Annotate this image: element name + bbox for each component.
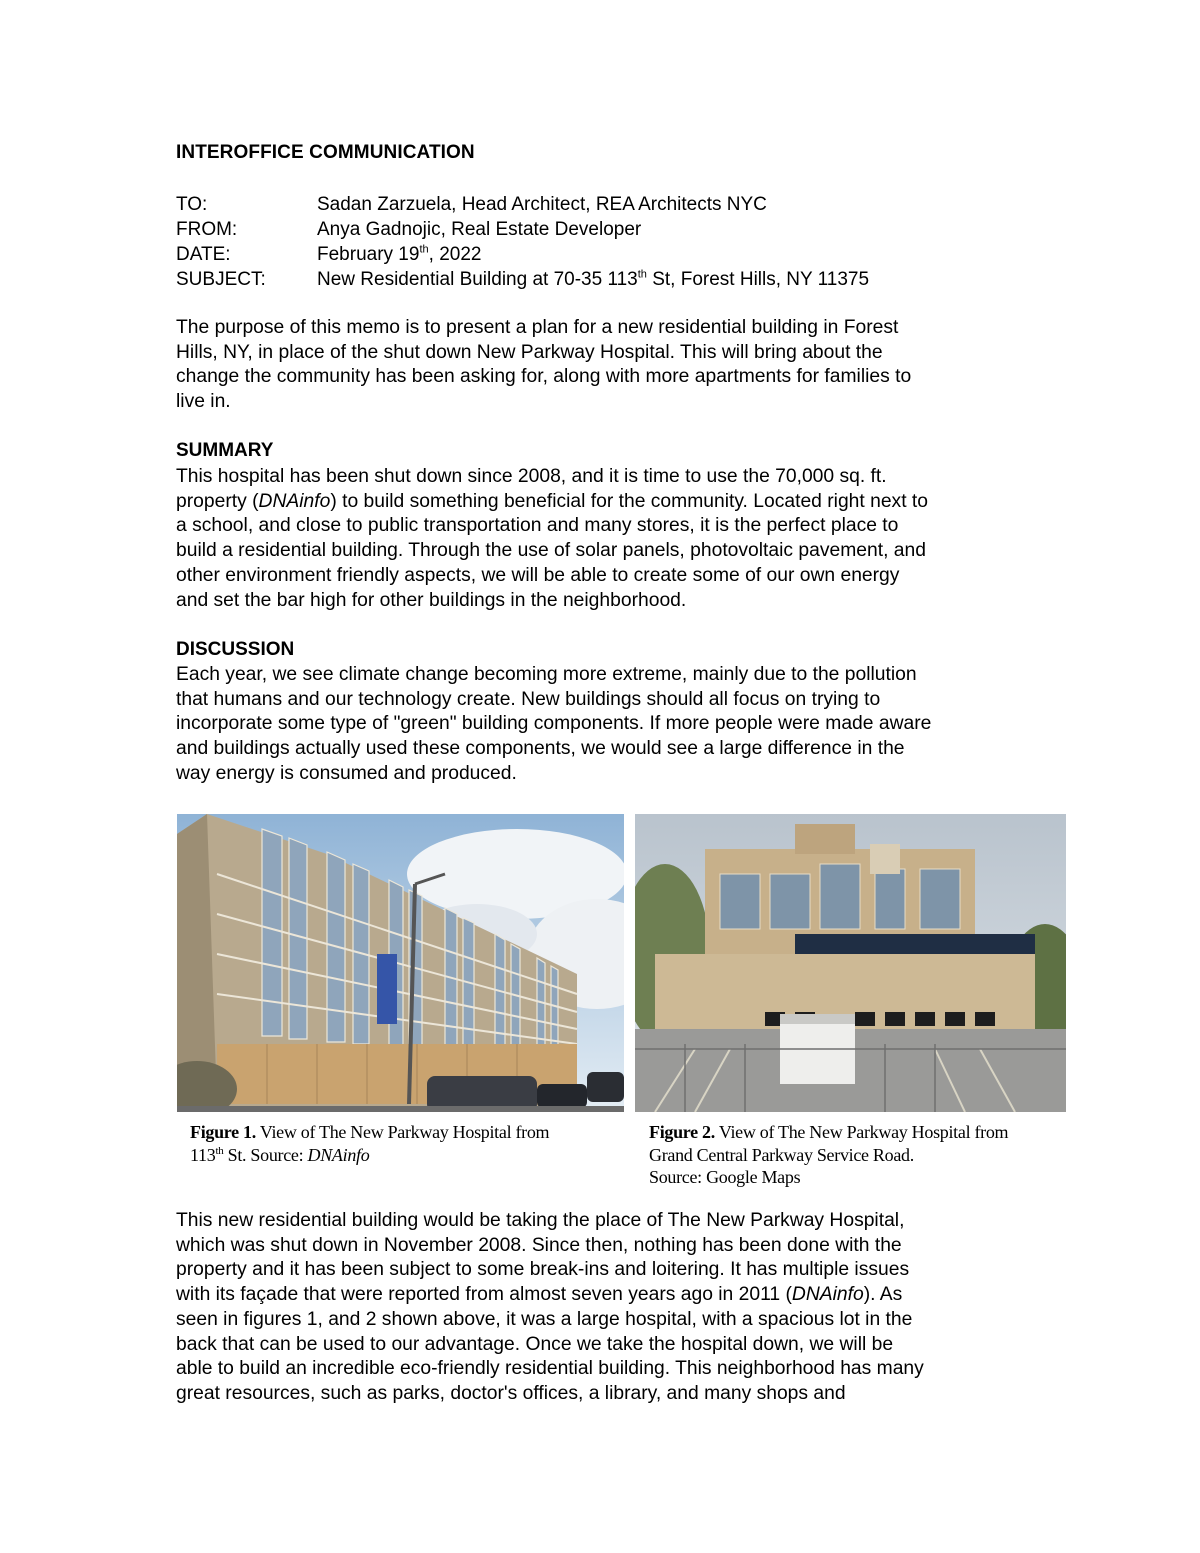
discussion-title: DISCUSSION bbox=[176, 639, 295, 660]
discussion-line: that humans and our technology create. New buildings should all focus on trying to bbox=[176, 688, 881, 710]
figure-1-photo bbox=[177, 814, 624, 1112]
summary-text: property ( bbox=[176, 490, 259, 512]
discussion-line: incorporate some type of "green" building components. If more people were made aware bbox=[176, 713, 932, 735]
source-citation: DNAinfo bbox=[791, 1284, 864, 1306]
to-value: Sadan Zarzuela, Head Architect, REA Architects NYC bbox=[317, 194, 767, 215]
closing-text: ). As bbox=[863, 1284, 903, 1306]
caption-line: Source: Google Maps bbox=[649, 1167, 801, 1187]
closing-line bbox=[176, 1283, 1036, 1308]
closing-line: able to build an incredible eco-friendly residential building. This neighborhood has many bbox=[176, 1358, 924, 1380]
closing-paragraph bbox=[176, 1209, 1036, 1407]
closing-line: which was shut down in November 2008. Since then, nothing has been done with the bbox=[176, 1234, 902, 1256]
figure-2-caption bbox=[649, 1121, 1089, 1189]
intro-line: change the community has been asking for, along with more apartments for families to bbox=[176, 366, 912, 388]
subject-value bbox=[317, 267, 869, 292]
caption-text: 113 bbox=[190, 1144, 216, 1165]
closing-line: great resources, such as parks, doctor's offices, a library, and many shops and bbox=[176, 1382, 846, 1404]
source-citation: DNAinfo bbox=[258, 490, 331, 512]
discussion-line: Each year, we see climate change becoming more extreme, mainly due to the pollution bbox=[176, 664, 917, 685]
from-label: FROM: bbox=[176, 219, 238, 240]
caption-line bbox=[190, 1121, 630, 1144]
summary-title: SUMMARY bbox=[176, 440, 274, 461]
date-year: , 2022 bbox=[428, 244, 482, 265]
closing-line: This new residential building would be taking the place of The New Parkway Hospital, bbox=[176, 1210, 905, 1231]
date-value bbox=[317, 242, 481, 267]
figure-2-label: Figure 2. bbox=[649, 1122, 715, 1142]
to-label: TO: bbox=[176, 194, 208, 215]
caption-text: View of The New Parkway Hospital from bbox=[714, 1122, 1009, 1142]
summary-line: other environment friendly aspects, we will be able to create some of our own energy bbox=[176, 564, 900, 586]
summary-line: This hospital has been shut down since 2008, and it is time to use the 70,000 sq. ft. bbox=[176, 466, 887, 487]
summary-line: build a residential building. Through the use of solar panels, photovoltaic pavement, and bbox=[176, 540, 926, 562]
intro-line: Hills, NY, in place of the shut down New Parkway Hospital. This will bring about the bbox=[176, 341, 883, 363]
date-suffix: th bbox=[419, 243, 429, 256]
closing-line: property and it has been subject to some break-ins and loitering. It has multiple issues bbox=[176, 1259, 910, 1281]
summary-text: ) to build something beneficial for the community. Located right next to bbox=[330, 490, 928, 512]
summary-line bbox=[176, 490, 1036, 515]
caption-line bbox=[190, 1144, 630, 1167]
figure-2-photo bbox=[635, 814, 1066, 1112]
closing-line: back that can be used to our advantage. Once we take the hospital down, we will be bbox=[176, 1333, 894, 1355]
subject-suffix: th bbox=[637, 268, 647, 281]
discussion-line: way energy is consumed and produced. bbox=[176, 762, 517, 784]
caption-text: St. Source: bbox=[223, 1144, 308, 1165]
figure-1-caption bbox=[190, 1121, 630, 1166]
date-label: DATE: bbox=[176, 244, 231, 265]
intro-line: The purpose of this memo is to present a plan for a new residential building in Forest bbox=[176, 317, 899, 338]
summary-paragraph bbox=[176, 465, 1036, 613]
subject-label: SUBJECT: bbox=[176, 269, 266, 290]
figure-1-label: Figure 1. bbox=[190, 1122, 256, 1142]
caption-text: View of The New Parkway Hospital from bbox=[255, 1122, 550, 1142]
closing-line: seen in figures 1, and 2 shown above, it was a large hospital, with a spacious lot in the bbox=[176, 1308, 913, 1330]
caption-source: DNAinfo bbox=[307, 1144, 370, 1165]
from-value: Anya Gadnojic, Real Estate Developer bbox=[317, 219, 642, 240]
discussion-line: and buildings actually used these components, we would see a large difference in the bbox=[176, 738, 905, 760]
closing-text: with its façade that were reported from almost seven years ago in 2011 ( bbox=[176, 1284, 792, 1306]
memo-heading: INTEROFFICE COMMUNICATION bbox=[176, 142, 475, 163]
intro-paragraph bbox=[176, 316, 1036, 415]
date-text: February 19 bbox=[317, 244, 420, 265]
summary-line: a school, and close to public transportation and many stores, it is the perfect place to bbox=[176, 515, 899, 537]
discussion-paragraph bbox=[176, 663, 1036, 787]
intro-line: live in. bbox=[176, 391, 231, 413]
subject-rest: St, Forest Hills, NY 11375 bbox=[646, 269, 870, 290]
caption-line: Grand Central Parkway Service Road. bbox=[649, 1144, 914, 1165]
subject-text: New Residential Building at 70-35 113 bbox=[317, 269, 638, 290]
summary-line: and set the bar high for other buildings in the neighborhood. bbox=[176, 589, 687, 611]
caption-line bbox=[649, 1121, 1089, 1144]
caption-suffix: th bbox=[215, 1144, 224, 1157]
